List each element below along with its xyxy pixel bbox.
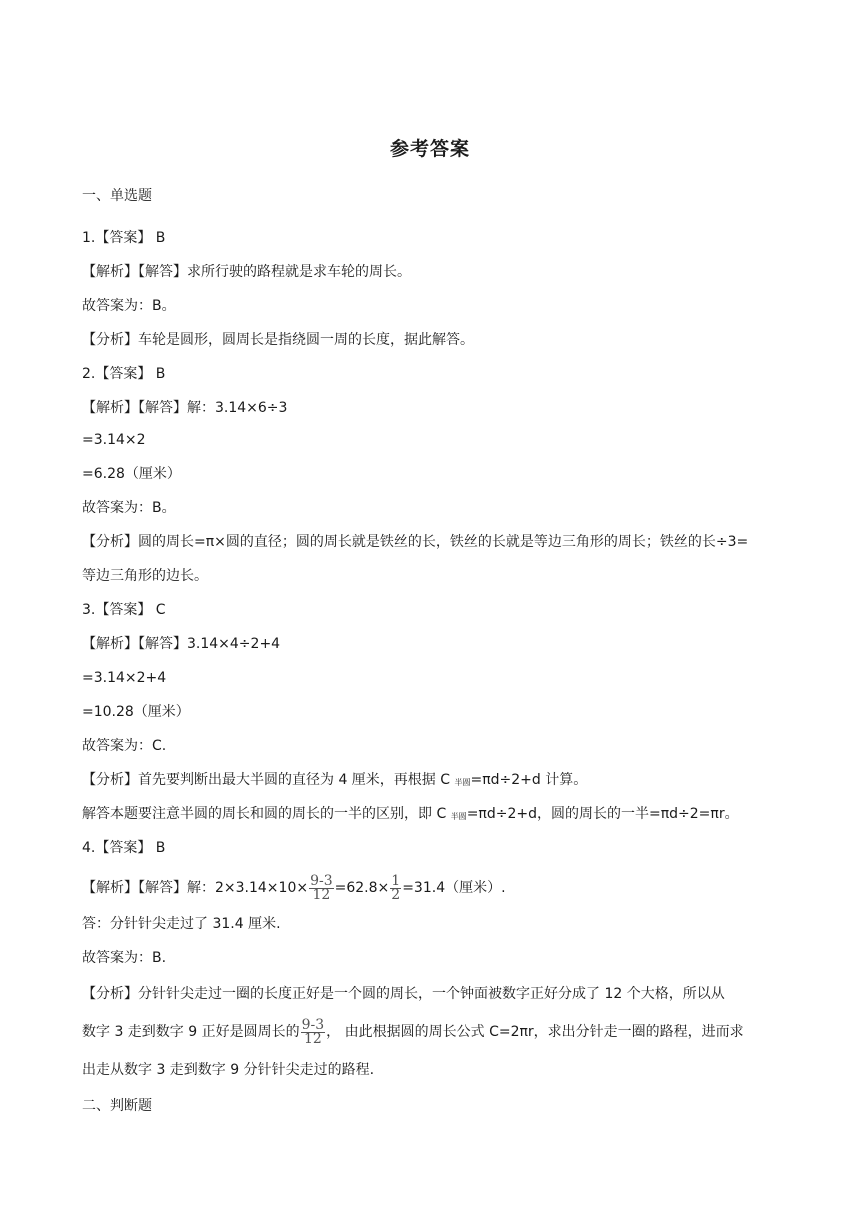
q3-analysis-1-text-b: =πd÷2+d 计算。: [470, 772, 588, 788]
q3-explanation: 【解析】【解答】3.14×4÷2+4: [82, 636, 281, 652]
q3-analysis-2-text-a: 解答本题要注意半圆的周长和圆的周长的一半的区别，即 C: [82, 806, 451, 822]
q3-analysis-2-subscript: 半圆: [450, 812, 467, 821]
fraction-numerator: 9-3: [301, 1016, 325, 1033]
q3-analysis-2-text-b: =πd÷2+d，圆的周长的一半=πd÷2=πr。: [466, 806, 739, 822]
q2-step-1: =3.14×2: [82, 432, 146, 448]
q3-analysis-line-1: [82, 770, 587, 793]
fraction-numerator: 1: [391, 872, 401, 889]
q4-explanation-text-c: =31.4（厘米）.: [402, 880, 506, 896]
q4-explanation-text-b: =62.8×: [334, 880, 390, 896]
q1-conclusion: 故答案为：B。: [82, 298, 176, 314]
q4-fraction-2: [390, 872, 401, 903]
q3-step-1: =3.14×2+4: [82, 670, 167, 686]
q4-explanation: [82, 874, 506, 902]
q1-analysis: 【分析】车轮是圆形，圆周长是指绕圆一周的长度，据此解答。: [82, 332, 474, 348]
q2-analysis-line-2: 等边三角形的边长。: [82, 568, 208, 584]
fraction-denominator: 12: [303, 1030, 322, 1047]
fraction-denominator: 12: [312, 886, 331, 903]
fraction-numerator: 9-3: [310, 872, 333, 889]
section-heading-single-choice: 一、单选题: [82, 188, 152, 204]
q4-analysis-line-3: 出走从数字 3 走到数字 9 分针针尖走过的路程.: [82, 1062, 375, 1078]
q4-conclusion: 故答案为：B.: [82, 950, 167, 966]
q2-explanation: 【解析】【解答】解：3.14×6÷3: [82, 400, 288, 416]
q2-step-2: =6.28（厘米）: [82, 466, 181, 482]
q3-answer: 3.【答案】 C: [82, 602, 166, 618]
q3-analysis-1-subscript: 半圆: [454, 778, 471, 787]
section-heading-true-false: 二、判断题: [82, 1098, 152, 1114]
q4-answer: 4.【答案】 B: [82, 840, 166, 856]
q3-analysis-1-text-a: 【分析】首先要判断出最大半圆的直径为 4 厘米，再根据 C: [82, 772, 455, 788]
q4-explanation-text-a: 【解析】【解答】解：2×3.14×10×: [82, 880, 309, 896]
q2-answer: 2.【答案】 B: [82, 366, 166, 382]
q3-analysis-line-2: [82, 804, 739, 827]
q2-conclusion: 故答案为：B。: [82, 500, 176, 516]
q4-analysis-2-text-a: 数字 3 走到数字 9 正好是圆周长的: [82, 1024, 300, 1040]
q3-conclusion: 故答案为：C.: [82, 738, 167, 754]
q1-explanation: 【解析】【解答】求所行驶的路程就是求车轮的周长。: [82, 264, 411, 280]
q4-reply: 答：分针针尖走过了 31.4 厘米.: [82, 916, 281, 932]
q1-answer: 1.【答案】 B: [82, 230, 166, 246]
q4-analysis-line-1: 【分析】分针针尖走过一圈的长度正好是一个圆的周长，一个钟面被数字正好分成了 12 个大格，所以从: [82, 986, 725, 1002]
q3-step-2: =10.28（厘米）: [82, 704, 190, 720]
q4-analysis-2-text-b: ， 由此根据圆的周长公式 C=2πr，求出分针走一圈的路程，进而求: [326, 1024, 744, 1040]
q4-analysis-line-2: [82, 1018, 744, 1046]
q2-analysis-line-1: 【分析】圆的周长=π×圆的直径；圆的周长就是铁丝的长，铁丝的长就是等边三角形的周长；铁丝的长÷3=: [82, 534, 749, 550]
q4-fraction-3: [301, 1016, 326, 1047]
page-title: 参考答案: [389, 138, 470, 160]
fraction-denominator: 2: [391, 886, 401, 903]
q4-fraction-1: [309, 872, 334, 903]
